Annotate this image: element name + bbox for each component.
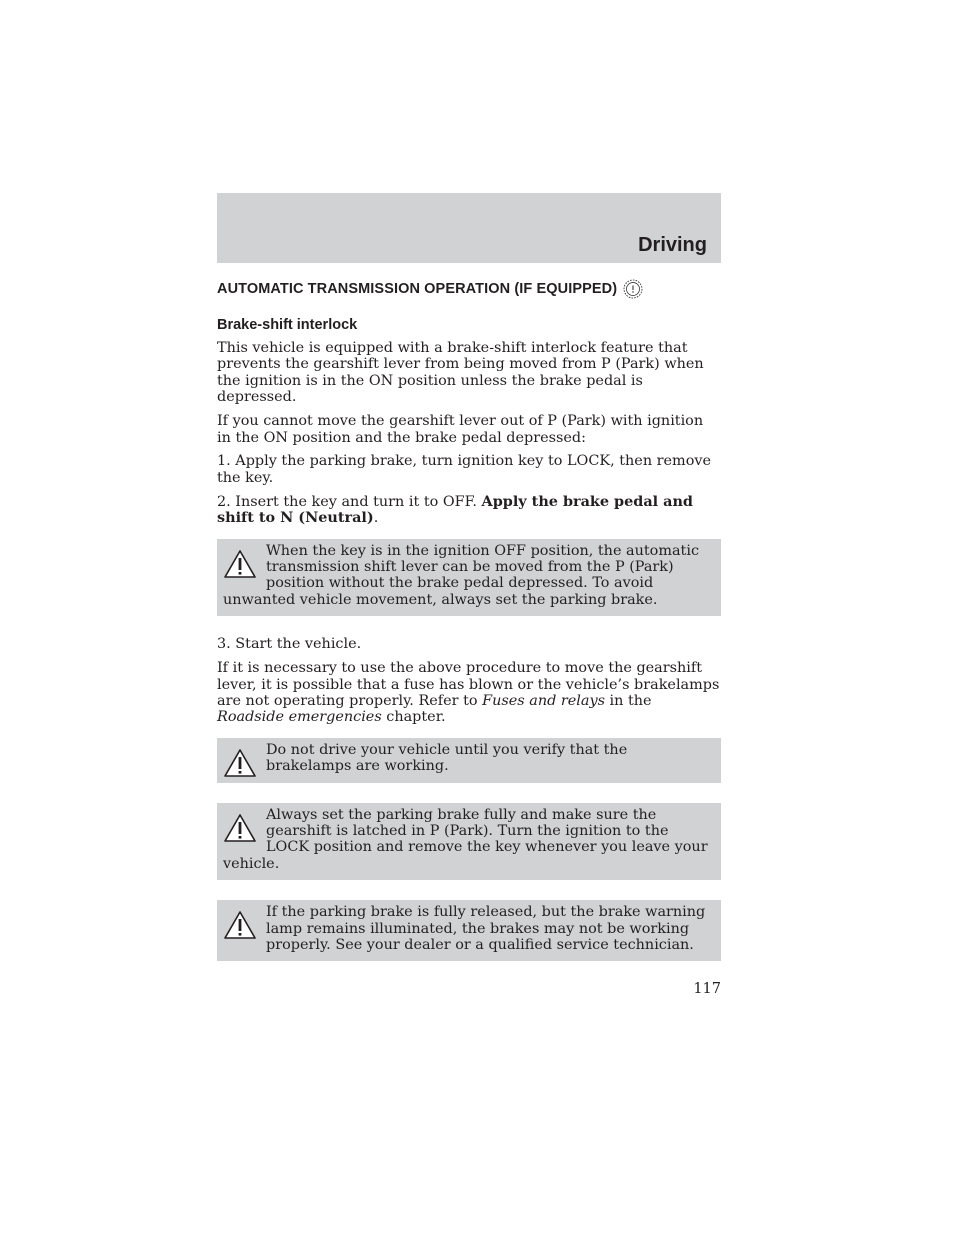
warning-box — [217, 539, 721, 617]
fuse-text-a: If it is necessary to use the above procedure to move the gearshift lever, it is possible that a fuse has blown or the vehicle’s brakelamps are not operating properly. Refer to — [217, 660, 720, 709]
page-content — [217, 277, 721, 981]
step-3: 3. Start the vehicle. — [217, 636, 362, 653]
step-2-text: 2. Insert the key and turn it to OFF. — [217, 493, 482, 510]
step-1: 1. Apply the parking brake, turn ignition key to LOCK, then remove the key. — [217, 453, 712, 486]
warning-box — [217, 738, 721, 783]
paragraph-intro: This vehicle is equipped with a brake-shift interlock feature that prevents the gearshift lever from being moved from P (Park) when the ignition is in the ON position unless the brake pedal is depressed. — [217, 340, 704, 406]
fuse-text-c: in the — [604, 692, 652, 709]
subsection-title: Brake-shift interlock — [217, 317, 358, 333]
header-band — [217, 193, 721, 263]
section-header-title: Driving — [638, 234, 707, 256]
paragraph-condition: If you cannot move the gearshift lever out of P (Park) with ignition in the ON position and the brake pedal depressed: — [217, 413, 704, 446]
warning-triangle-icon — [223, 813, 257, 843]
fuse-text-e: chapter. — [381, 709, 446, 726]
warning-triangle-icon — [223, 748, 257, 778]
fuse-text-ref: Fuses and relays — [482, 692, 605, 709]
warning-text: If the parking brake is fully released, but the brake warning lamp remains illuminated, the brakes may not be working properly. See your dealer or a qualified service technician. — [266, 904, 706, 953]
fuse-text-chapter: Roadside emergencies — [217, 709, 382, 726]
section-title-text: AUTOMATIC TRANSMISSION OPERATION (IF EQUIPPED) — [217, 281, 618, 297]
warning-text: Always set the parking brake fully and make sure the gearshift is latched in P (Park). Turn the ignition to the LOCK position and remove the key whenever you leave your vehicle. — [223, 806, 708, 872]
page-number: 117 — [693, 981, 721, 997]
section-title — [217, 277, 721, 301]
gear-icon — [622, 278, 644, 300]
warning-box — [217, 803, 721, 881]
warning-text: Do not drive your vehicle until you verify that the brakelamps are working. — [266, 741, 628, 775]
warning-box — [217, 900, 721, 961]
warning-text: When the key is in the ignition OFF position, the automatic transmission shift lever can be moved from the P (Park) position without the brake pedal depressed. To avoid unwanted vehicle movement, always set the parking brake. — [223, 542, 700, 608]
step-2 — [217, 494, 721, 527]
step-2-end: . — [373, 510, 379, 527]
warning-triangle-icon — [223, 910, 257, 940]
warning-triangle-icon — [223, 549, 257, 579]
step-2-bold: Apply the brake pedal and shift to N (Neutral) — [217, 492, 693, 527]
paragraph-fuse — [217, 660, 721, 726]
